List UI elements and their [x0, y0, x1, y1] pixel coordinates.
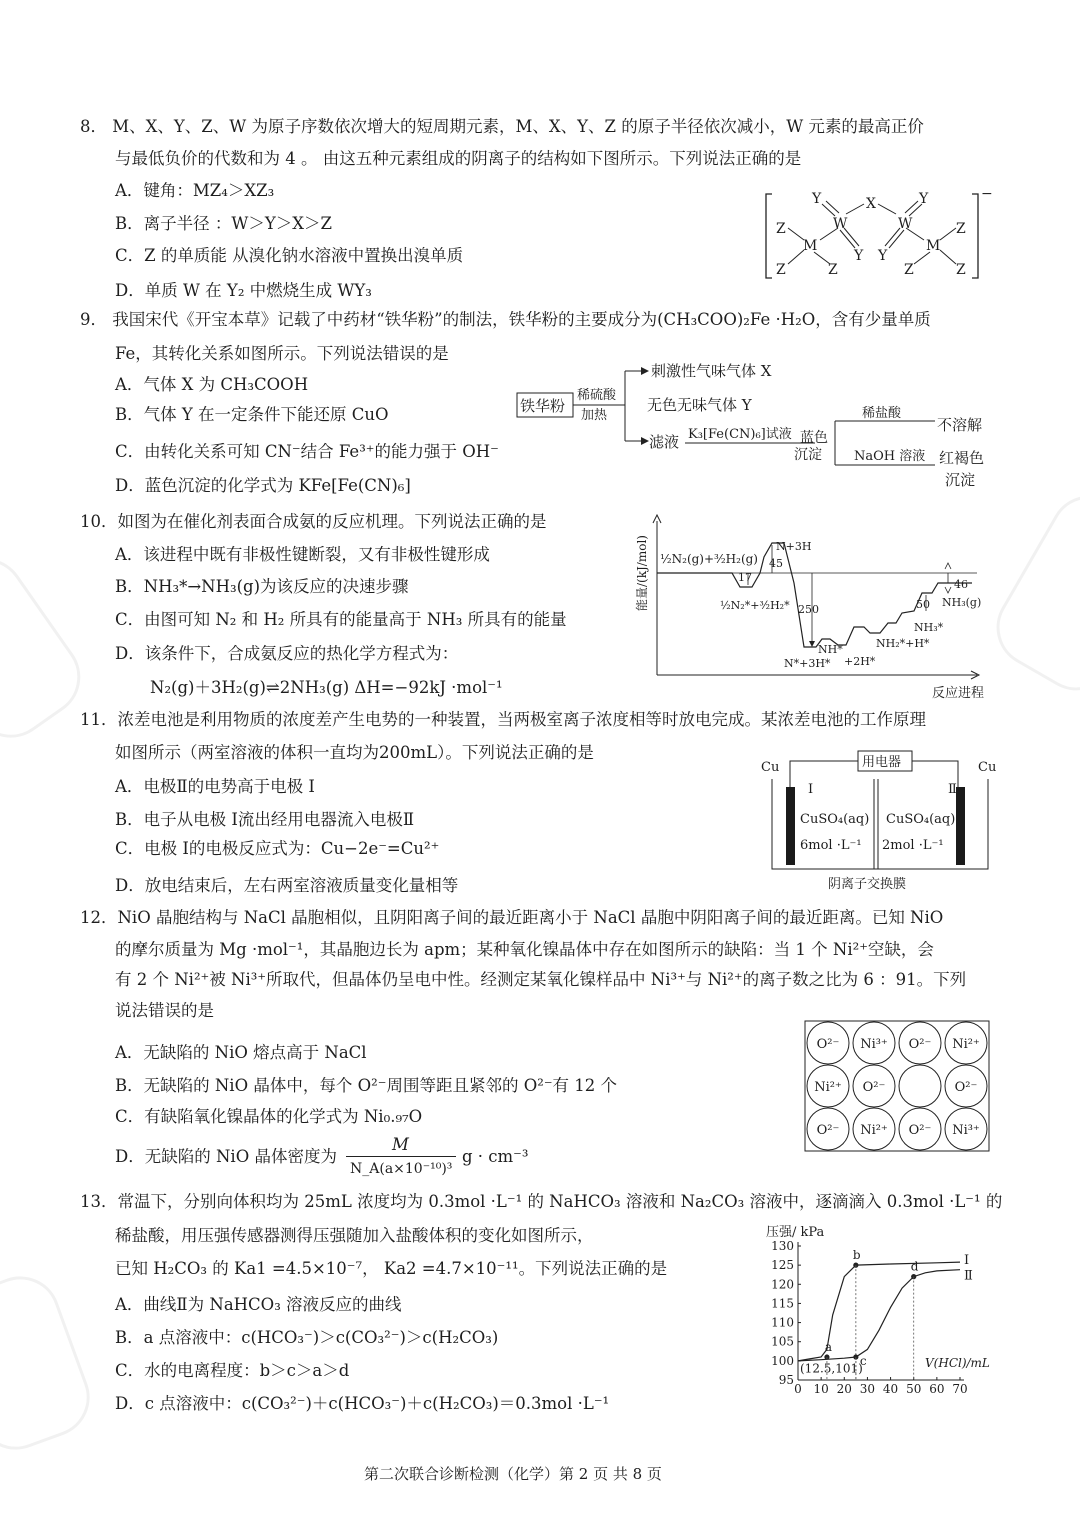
atom: M [803, 238, 818, 254]
q12-d-fraction-bar [346, 1156, 456, 1157]
q13-option-d: D．c 点溶液中：c(CO₃²⁻)＋c(HCO₃⁻)＋c(H₂CO₃)＝0.3mol ·L⁻¹ [115, 1394, 610, 1413]
q12-option-c: C．有缺陷氧化镍晶体的化学式为 Ni₀.₉₇O [115, 1107, 423, 1126]
ion: O²⁻ [816, 1123, 840, 1138]
cell-device: 用电器 [862, 755, 902, 770]
q8-stem-line2: 与最低负价的代数和为 4 。 由这五种元素组成的阴离子的结构如下图所示。下列说法正确的是 [115, 149, 802, 168]
atom: Z [776, 221, 786, 237]
q12-option-d: D．无缺陷的 NiO 晶体密度为 [115, 1147, 337, 1166]
atom: Z [904, 262, 914, 278]
ion: O²⁻ [862, 1080, 886, 1095]
flow-cond2: 加热 [581, 408, 608, 423]
atom: Y [878, 248, 888, 264]
ion: Ni³⁺ [860, 1037, 888, 1052]
energy-xlabel: 反应进程 [932, 686, 985, 701]
chart-y-tick-label: 115 [771, 1296, 794, 1311]
chart-x-tick-label: 30 [859, 1382, 876, 1396]
q13-stem-line1: 13．常温下，分别向体积均为 25mL 浓度均为 0.3mol ·L⁻¹ 的 NaHCO₃ 溶液和 Na₂CO₃ 溶液中，逐滴滴入 0.3mol ·L⁻¹ 的 [80, 1192, 1003, 1211]
energy-17: 17 [738, 571, 752, 584]
chart-ylabel: 压强/ kPa [766, 1225, 825, 1240]
chart-x-tick-label: 50 [906, 1382, 922, 1396]
q12-d-unit: g · cm⁻³ [462, 1147, 529, 1166]
flow-red1: 红褐色 [939, 449, 985, 467]
flow-gas-y: 无色无味气体 Y [647, 396, 752, 414]
ion: Ni²⁺ [860, 1123, 888, 1138]
energy-nh: NH* [818, 643, 843, 656]
q13-stem-line3: 已知 H₂CO₃ 的 Ka1 =4.5×10⁻⁷， Ka2 =4.7×10⁻¹¹。下列说法正确的是 [115, 1259, 668, 1278]
watermark-shape [0, 1265, 101, 1461]
cell-electrode-1: Ⅰ [808, 782, 814, 797]
energy-46: 46 [954, 578, 968, 591]
q11-option-b: B．电子从电极 Ⅰ流出经用电器流入电极Ⅱ [115, 810, 415, 829]
q11-stem-line1: 11．浓差电池是利用物质的浓度差产生电势的一种装置，当两极室离子浓度相等时放电完成。某浓差电池的工作原理 [80, 710, 926, 729]
energy-nh3g: NH₃(g) [942, 596, 982, 609]
atom: Z [828, 262, 838, 278]
energy-n3h: N+3H [776, 540, 812, 553]
chart-series-line [798, 1270, 960, 1361]
ion: O²⁻ [908, 1123, 932, 1138]
ion: O²⁻ [908, 1037, 932, 1052]
chart-point-label: a [824, 1340, 833, 1355]
q10-option-a: A．该进程中既有非极性键断裂，又有非极性键形成 [115, 545, 490, 564]
atom: Z [776, 262, 786, 278]
anion-charge: − [981, 186, 993, 202]
chart-xlabel: V(HCl)/mL [925, 1356, 990, 1370]
flow-cond1: 稀硫酸 [577, 388, 617, 403]
q8-option-d: D．单质 W 在 Y₂ 中燃烧生成 WY₃ [115, 281, 372, 300]
flow-start: 铁华粉 [520, 397, 566, 415]
page-footer: 第二次联合诊断检测（化学）第 2 页 共 8 页 [364, 1465, 662, 1483]
ion: Ni²⁺ [814, 1080, 842, 1095]
cell-electrode-2: Ⅱ [948, 782, 957, 797]
flow-insoluble: 不溶解 [937, 416, 983, 434]
chart-series-label: Ⅰ [964, 1253, 970, 1269]
q13-option-a: A．曲线Ⅱ为 NaHCO₃ 溶液反应的曲线 [115, 1295, 402, 1314]
atom: W [833, 216, 848, 232]
flow-reagent: K₃[Fe(CN)₆]试液 [688, 427, 792, 442]
chart-y-tick-label: 130 [771, 1239, 794, 1253]
q11-option-c: C．电极 Ⅰ的电极反应式为：Cu−2e⁻=Cu²⁺ [115, 839, 440, 858]
chart-annotation: (12.5,101) [800, 1361, 863, 1376]
energy-nstar: N*+3H* [784, 657, 831, 670]
energy-h2: +2H* [844, 655, 876, 668]
q11-option-a: A．电极Ⅱ的电势高于电极 Ⅰ [115, 777, 315, 796]
ion: Ni³⁺ [952, 1123, 980, 1138]
energy-nh3star: NH₃* [914, 621, 944, 634]
chart-point-label: c [859, 1354, 867, 1369]
flow-red2: 沉淀 [945, 471, 976, 489]
chart-y-tick-label: 100 [771, 1353, 794, 1368]
q11-cell-diagram [760, 745, 1000, 895]
q12-stem-line3: 有 2 个 Ni²⁺被 Ni³⁺所取代，但晶体仍呈电中性。经测定某氧化镍样品中 Ni³⁺与 Ni²⁺的离子数之比为 6 ：91。下列 [115, 970, 967, 989]
chart-y-tick-label: 125 [771, 1258, 794, 1273]
q11-stem-line2: 如图所示（两室溶液的体积一直均为200mL）。下列说法正确的是 [115, 743, 594, 762]
cell-cu-left: Cu [761, 760, 780, 775]
flow-filtrate: 滤液 [649, 433, 680, 451]
chart-x-tick-label: 70 [952, 1382, 968, 1396]
q12-d-denominator: N_A(a×10⁻¹⁰)³ [350, 1161, 453, 1177]
ion: Ni²⁺ [952, 1037, 980, 1052]
q9-option-d: D．蓝色沉淀的化学式为 KFe[Fe(CN)₆] [115, 476, 411, 495]
q9-option-b: B．气体 Y 在一定条件下能还原 CuO [115, 405, 389, 424]
q12-stem-line2: 的摩尔质量为 Mg ·mol⁻¹，其晶胞边长为 apm；某种氧化镍晶体中存在如图所示的缺陷：当 1 个 Ni²⁺空缺，会 [115, 940, 934, 959]
energy-50: 50 [916, 598, 930, 611]
cell-membrane: 阴离子交换膜 [828, 877, 907, 892]
chart-point-label: b [852, 1248, 861, 1263]
q10-option-d: D．该条件下，合成氨反应的热化学方程式为： [115, 644, 459, 663]
q12-stem-line1: 12．NiO 晶胞结构与 NaCl 晶胞相似，且阴阳离子间的最近距离小于 NaCl 晶胞中阴阳离子间的最近距离。已知 NiO [80, 908, 944, 927]
atom: Y [854, 248, 864, 264]
chart-x-tick-label: 60 [929, 1382, 945, 1396]
q9-option-c: C．由转化关系可知 CN⁻结合 Fe³⁺的能力强于 OH⁻ [115, 442, 499, 461]
chart-x-tick-label: 0 [794, 1382, 802, 1396]
energy-ylabel: 能量/(kJ/mol) [635, 535, 649, 611]
q12-option-a: A．无缺陷的 NiO 熔点高于 NaCl [115, 1043, 367, 1062]
energy-250: 250 [798, 603, 819, 616]
cell-conc1: 6mol ·L⁻¹ [800, 838, 862, 853]
q10-option-b: B．NH₃*→NH₃(g)为该反应的决速步骤 [115, 577, 409, 596]
q9-option-a: A．气体 X 为 CH₃COOH [115, 375, 309, 394]
atom: Z [956, 262, 966, 278]
q12-option-b: B．无缺陷的 NiO 晶体中，每个 O²⁻周围等距且紧邻的 O²⁻有 12 个 [115, 1076, 618, 1095]
flow-blue1: 蓝色 [800, 430, 828, 446]
q8-option-a: A．键角：MZ₄＞XZ₃ [115, 181, 275, 200]
q9-stem-line2: Fe，其转化关系如图所示。下列说法错误的是 [115, 344, 449, 363]
cell-sol1: CuSO₄(aq) [800, 812, 870, 827]
atom: M [926, 238, 941, 254]
q10-energy-diagram [632, 515, 992, 700]
chart-series-line [798, 1259, 960, 1361]
cell-conc2: 2mol ·L⁻¹ [882, 838, 944, 853]
q13-pressure-chart [750, 1220, 1030, 1400]
atom: X [866, 196, 876, 212]
atom: Y [812, 191, 822, 207]
q10-stem: 10．如图为在催化剂表面合成氨的反应机理。下列说法正确的是 [80, 512, 547, 531]
cell-sol2: CuSO₄(aq) [886, 812, 956, 827]
energy-start: ½N₂(g)+³⁄₂H₂(g) [660, 552, 758, 566]
atom: W [898, 216, 913, 232]
energy-nh2: NH₂*+H* [876, 637, 930, 650]
chart-y-tick-label: 95 [778, 1373, 794, 1387]
chart-y-tick-label: 120 [771, 1277, 794, 1292]
chart-y-tick-label: 110 [771, 1315, 794, 1330]
atom: Z [956, 221, 966, 237]
atom: Y [919, 191, 929, 207]
energy-ads: ½N₂*+³⁄₂H₂* [720, 599, 790, 612]
chart-x-tick-label: 10 [813, 1382, 829, 1396]
q12-d-numerator: M [392, 1135, 409, 1154]
chart-point-label: d [910, 1259, 919, 1274]
q8-anion-structure [760, 186, 993, 284]
q12-crystal-defect-grid [804, 1020, 990, 1152]
q13-option-b: B．a 点溶液中：c(HCO₃⁻)＞c(CO₃²⁻)＞c(H₂CO₃) [115, 1328, 499, 1347]
q9-flowchart [515, 355, 1015, 495]
chart-series-label: Ⅱ [964, 1268, 973, 1284]
flow-hcl: 稀盐酸 [862, 406, 902, 421]
chart-y-tick-label: 105 [771, 1334, 794, 1349]
energy-45: 45 [769, 557, 783, 570]
flow-blue2: 沉淀 [794, 447, 822, 463]
q12-stem-line4: 说法错误的是 [115, 1001, 214, 1020]
ion: O²⁻ [816, 1037, 840, 1052]
flow-gas-x: 刺激性气味气体 X [651, 362, 772, 380]
q11-option-d: D．放电结束后，左右两室溶液质量变化量相等 [115, 876, 459, 895]
q8-stem-line1: 8． M、X、Y、Z、W 为原子序数依次增大的短周期元素，M、X、Y、Z 的原子半径依次减小，W 元素的最高正价 [80, 117, 924, 136]
q8-option-b: B．离子半径 ：W＞Y＞X＞Z [115, 214, 332, 233]
cell-cu-right: Cu [978, 760, 997, 775]
ion: O²⁻ [954, 1080, 978, 1095]
q10-option-c: C．由图可知 N₂ 和 H₂ 所具有的能量高于 NH₃ 所具有的能量 [115, 610, 567, 629]
watermark-shape [982, 481, 1080, 705]
q13-stem-line2: 稀盐酸，用压强传感器测得压强随加入盐酸体积的变化如图所示， [115, 1226, 594, 1245]
q8-option-c: C．Z 的单质能 从溴化钠水溶液中置换出溴单质 [115, 246, 464, 265]
chart-x-tick-label: 40 [882, 1382, 899, 1396]
chart-x-tick-label: 20 [836, 1382, 852, 1396]
q10-equation: N₂(g)＋3H₂(g)⇌2NH₃(g) ΔH=−92kJ ·mol⁻¹ [150, 678, 503, 697]
q13-option-c: C．水的电离程度：b＞c＞a＞d [115, 1361, 350, 1380]
flow-naoh: NaOH 溶液 [854, 449, 926, 464]
q9-stem-line1: 9． 我国宋代《开宝本草》记载了中药材“铁华粉”的制法，铁华粉的主要成分为(CH₃COO)₂Fe ·H₂O，含有少量单质 [80, 310, 931, 329]
